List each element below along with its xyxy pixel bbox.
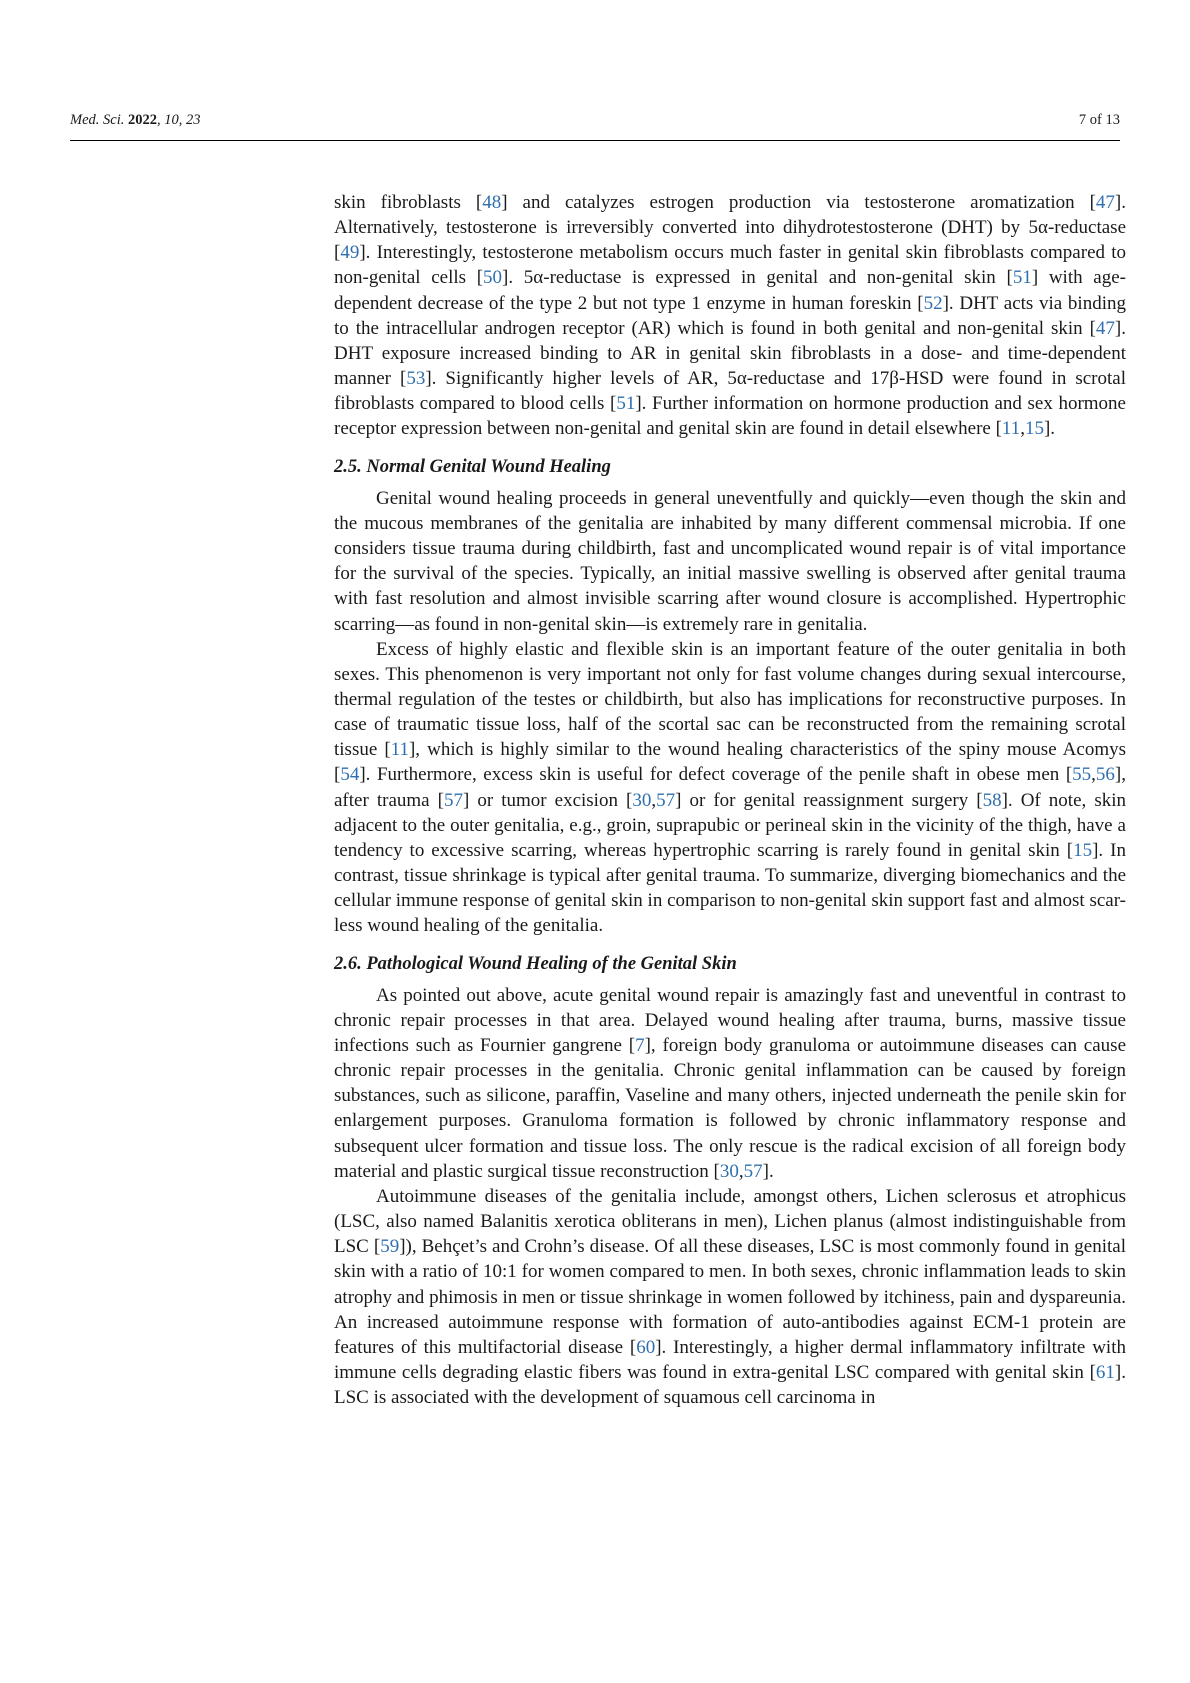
- text-segment: ], after trauma [: [334, 764, 1126, 811]
- reference-link[interactable]: 60: [636, 1336, 656, 1358]
- reference-link[interactable]: 57: [743, 1160, 763, 1182]
- section-heading-2-5: 2.5. Normal Genital Wound Healing: [334, 456, 611, 477]
- reference-link[interactable]: 55: [1072, 764, 1092, 786]
- text-segment: ].: [762, 1160, 774, 1182]
- text-segment: ]. Further information on hormone production and sex hormone receptor expression between non-genital and genital skin are found in detail elsewhere [: [334, 393, 1126, 440]
- reference-link[interactable]: 7: [635, 1035, 645, 1056]
- text-segment: Autoimmune diseases of the genitalia include, amongst others, Lichen sclerosus et atrophicus (LSC, also named Balanitis xerotica obliterans in men), Lichen planus (almost indistinguishable from LSC [: [334, 1185, 1126, 1258]
- paragraph-chronic-repair: [334, 983, 1126, 1184]
- journal-volume: , 10, 23: [156, 112, 201, 128]
- paragraph-normal-healing: [334, 486, 1126, 637]
- reference-link[interactable]: 59: [380, 1236, 400, 1258]
- journal-name: Med. Sci.: [70, 112, 125, 128]
- section-heading-2-6: 2.6. Pathological Wound Healing of the Genital Skin: [334, 953, 737, 974]
- text-segment: ]. Furthermore, excess skin is useful for defect coverage of the penile shaft in obese men [: [359, 764, 1073, 786]
- reference-link[interactable]: 50: [483, 267, 503, 289]
- page-header: [70, 110, 1120, 141]
- reference-link[interactable]: 57: [443, 789, 463, 811]
- reference-link[interactable]: 57: [656, 789, 676, 811]
- reference-link[interactable]: 15: [1024, 418, 1044, 440]
- reference-link[interactable]: 52: [923, 292, 943, 314]
- text-segment: ].: [1043, 418, 1056, 440]
- reference-link[interactable]: 51: [616, 393, 636, 415]
- reference-link[interactable]: 51: [1012, 267, 1032, 289]
- text-segment: ]), Behçet’s and Crohn’s disease. Of all these diseases, LSC is most commonly found in genital skin with a ratio of 10:1 for women compared to men. In both sexes, chronic inflammation leads to skin atrophy and phimosis in men or tissue shrinkage in women followed by itchiness, pain and dyspareunia. An increased autoimmune response with formation of auto-antibodies against ECM-1 protein are features of this multifactorial disease [: [334, 1236, 1126, 1358]
- text-segment: ], foreign body granuloma or autoimmune diseases can cause chronic repair processes in the genitalia. Chronic genital inflammation can be caused by foreign substances, such as silicone, paraffin, Vaseline and many others, injected underneath the penile skin for enlargement purposes. Granuloma formation is followed by chronic inflammatory response and subsequent ulcer formation and tissue loss. The only rescue is the radical excision of all foreign body material and plastic surgical tissue reconstruction [: [334, 1035, 1127, 1182]
- text-segment: ]. LSC is associated with the development of squamous cell carcinoma in: [334, 1362, 1126, 1409]
- text-segment: ,: [1091, 764, 1096, 786]
- text-segment: ]. In contrast, tissue shrinkage is typical after genital trauma. To summarize, diverging biomechanics and the cellular immune response of genital skin in comparison to non-genital skin support fast and almost scar-less wound healing of the genitalia.: [334, 839, 1126, 937]
- journal-citation: [70, 112, 200, 129]
- reference-link[interactable]: 15: [1073, 839, 1093, 861]
- text-segment: ,: [738, 1160, 744, 1182]
- article-body: [334, 190, 1126, 1410]
- paragraph-autoimmune: [334, 1184, 1126, 1410]
- text-segment: ]. Interestingly, testosterone metabolism occurs much faster in genital skin fibroblasts compared to non-genital cells [: [334, 242, 1126, 289]
- text-segment: ], which is highly similar to the wound healing characteristics of the spiny mouse Acomys [: [334, 739, 1126, 786]
- text-segment: Genital wound healing proceeds in general uneventfully and quickly—even though the skin and the mucous membranes of the genitalia are inhabited by many different commensal microbia. If one considers tissue trauma during childbirth, fast and uncomplicated wound repair is of vital importance for the survival of the species. Typically, an initial massive swelling is observed after genital trauma with fast resolution and almost invisible scarring after wound closure is accomplished. Hypertrophic scarring—as found in non-genital skin—is extremely rare in genitalia.: [334, 487, 1126, 635]
- text-segment: ,: [1020, 418, 1025, 440]
- reference-link[interactable]: 56: [1095, 764, 1115, 786]
- reference-link[interactable]: 48: [482, 192, 502, 213]
- text-segment: ] or tumor excision [: [462, 789, 633, 811]
- reference-link[interactable]: 30: [719, 1160, 739, 1182]
- journal-year: 2022: [127, 112, 157, 128]
- reference-link[interactable]: 11: [390, 739, 409, 761]
- text-segment: As pointed out above, acute genital wound repair is amazingly fast and uneventful in contrast to chronic repair processes in that area. Delayed wound healing after trauma, burns, massive tissue infections such as Fournier gangrene [: [334, 984, 1126, 1056]
- text-segment: ]. 5α-reductase is expressed in genital and non-genital skin [: [502, 267, 1013, 289]
- reference-link[interactable]: 11: [1001, 418, 1021, 440]
- text-segment: Excess of highly elastic and flexible skin is an important feature of the outer genitalia in both sexes. This phenomenon is very important not only for fast volume changes during sexual intercourse, thermal regulation of the testes or childbirth, but also has implications for reconstructive purposes. In case of traumatic tissue loss, half of the scortal sac can be reconstructed from the remaining scrotal tissue [: [334, 638, 1126, 761]
- reference-link[interactable]: 49: [340, 242, 360, 264]
- reference-link[interactable]: 54: [340, 764, 360, 786]
- reference-link[interactable]: 30: [632, 789, 652, 811]
- text-segment: ]. Significantly higher levels of AR, 5α-reductase and 17β-HSD were found in scrotal fibroblasts compared to blood cells [: [334, 368, 1126, 415]
- text-segment: ] and catalyzes estrogen production via testosterone aromatization [: [501, 192, 1096, 213]
- page-number: 7 of 13: [1078, 112, 1120, 128]
- paragraph-excess-skin: [334, 637, 1126, 939]
- reference-link[interactable]: 47: [1095, 317, 1115, 339]
- text-segment: ]. DHT acts via binding to the intracellular androgen receptor (AR) which is found in both genital and non-genital skin [: [334, 292, 1126, 339]
- text-segment: skin fibroblasts [: [334, 192, 483, 213]
- text-segment: ]. DHT exposure increased binding to AR in genital skin fibroblasts in a dose- and time-dependent manner [: [334, 317, 1126, 390]
- text-segment: ]. Of note, skin adjacent to the outer genitalia, e.g., groin, suprapubic or perineal skin in the vicinity of the thigh, have a tendency to excessive scarring, whereas hypertrophic scarring is rarely found in genital skin [: [334, 789, 1126, 861]
- text-segment: ] or for genital reassignment surgery [: [675, 789, 983, 811]
- text-segment: ]. Interestingly, a higher dermal inflammatory infiltrate with immune cells degrading elastic fibers was found in extra-genital LSC compared with genital skin [: [334, 1336, 1126, 1384]
- text-segment: ,: [651, 789, 657, 811]
- text-segment: ] with age-dependent decrease of the type 2 but not type 1 enzyme in human foreskin [: [334, 267, 1126, 314]
- paragraph-hormones: [334, 190, 1126, 442]
- reference-link[interactable]: 47: [1095, 192, 1115, 213]
- reference-link[interactable]: 58: [982, 789, 1002, 811]
- text-segment: ]. Alternatively, testosterone is irreversibly converted into dihydrotestosterone (DHT) by 5α-reductase [: [334, 192, 1126, 264]
- reference-link[interactable]: 61: [1095, 1362, 1115, 1384]
- reference-link[interactable]: 53: [406, 368, 426, 390]
